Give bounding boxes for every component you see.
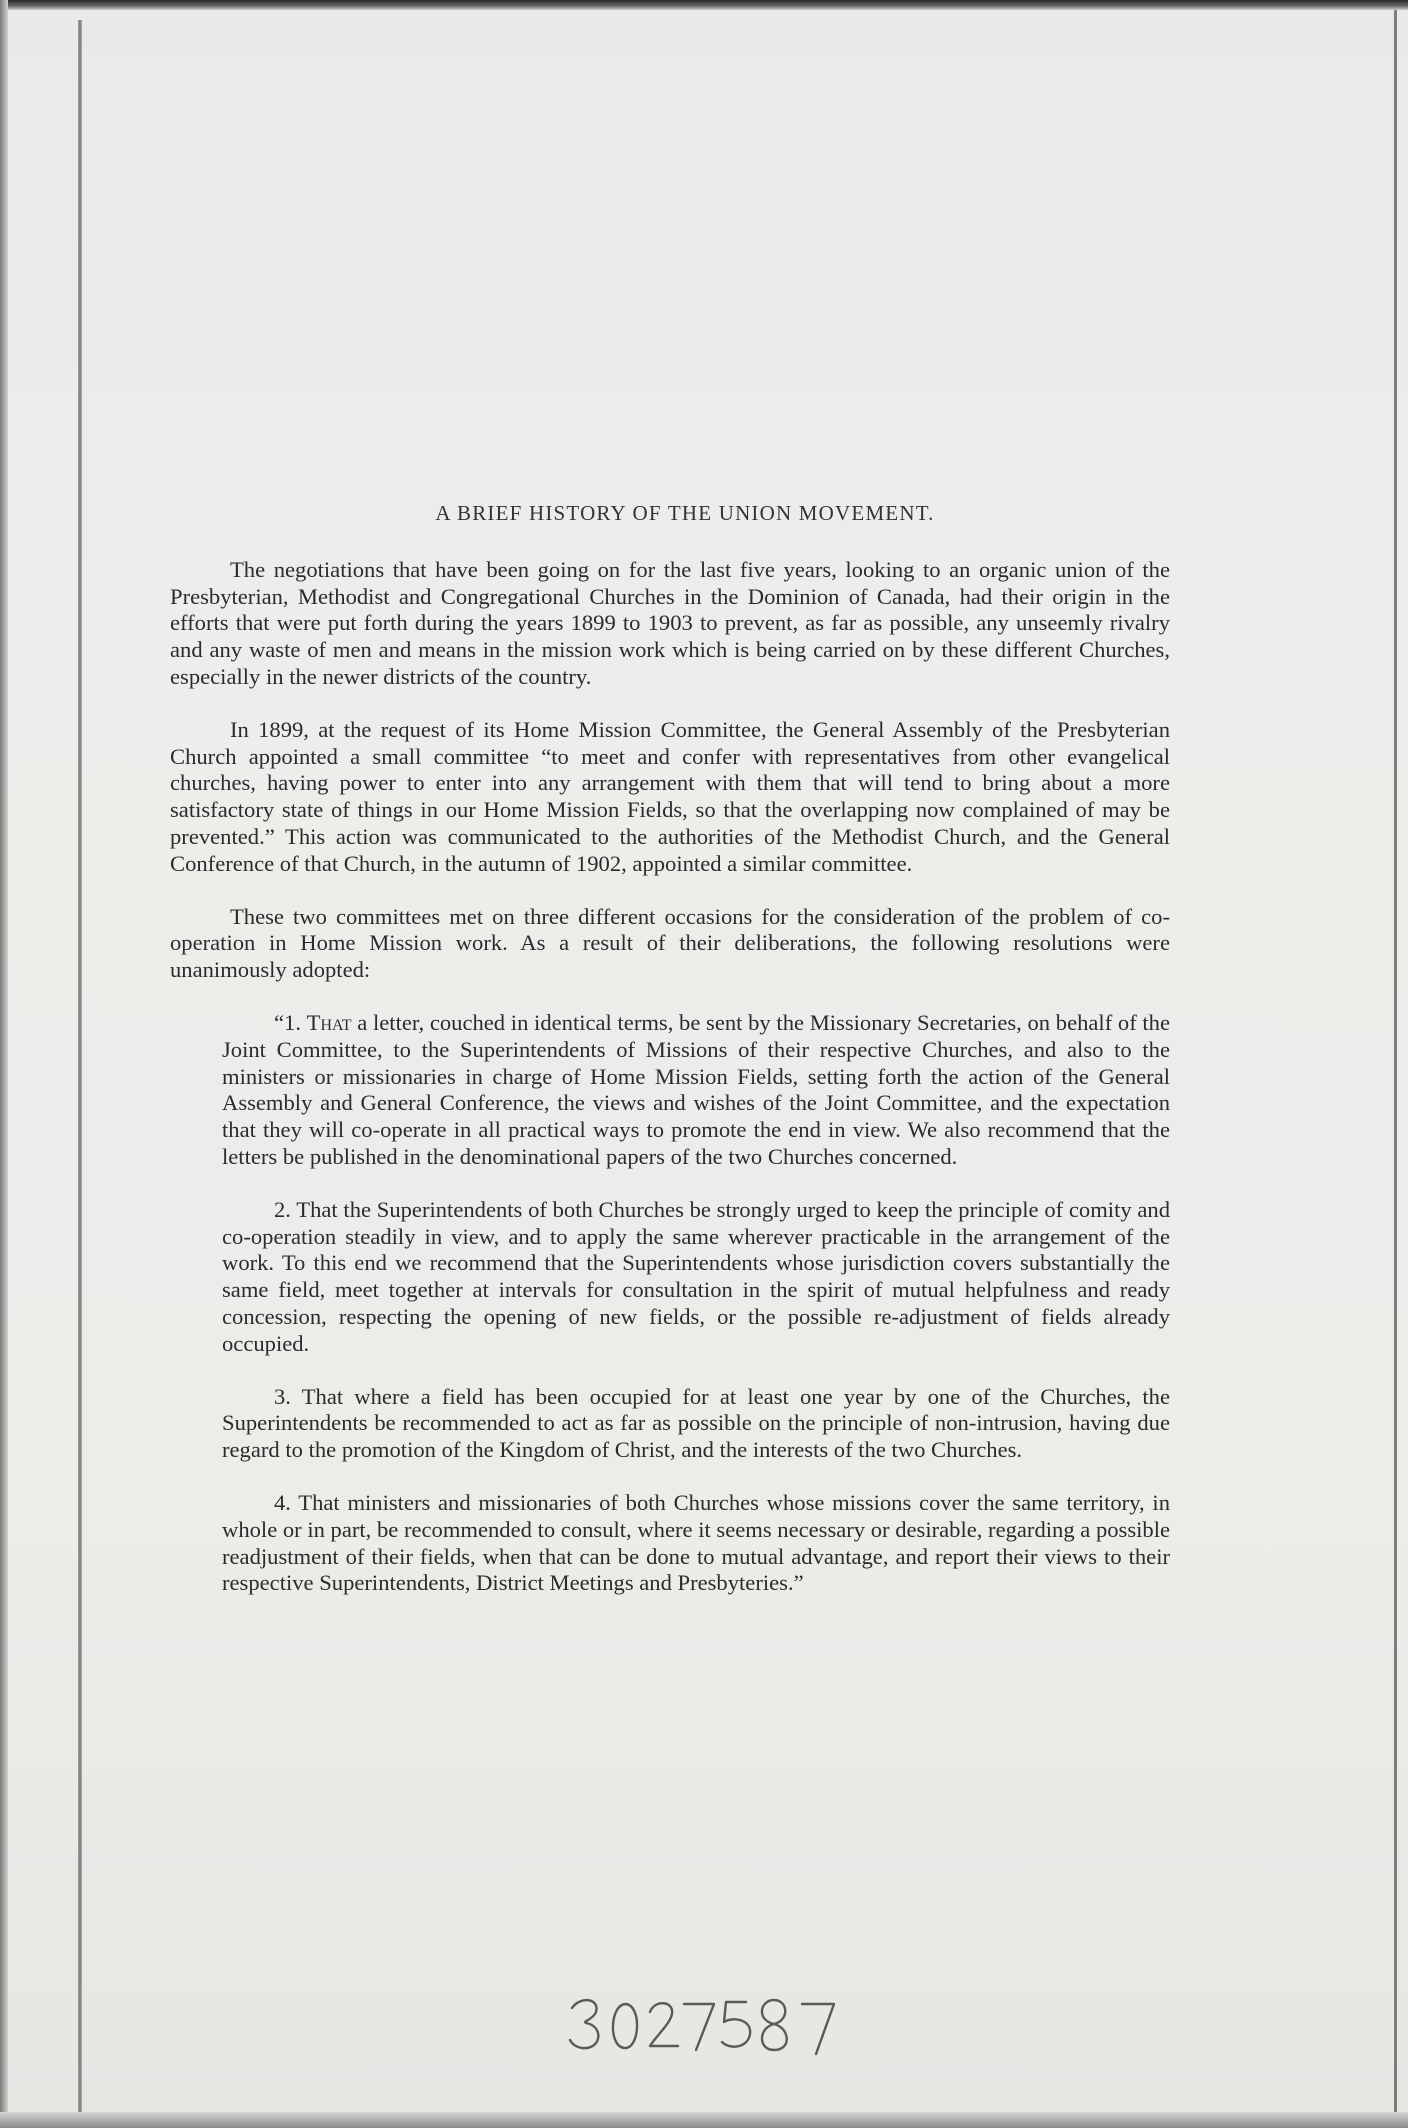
binding-margin-line — [78, 20, 82, 2120]
scan-left-edge — [0, 0, 8, 2128]
resolution-4: 4. That ministers and missionaries of both Churches whose missions cover the same territory, in whole or in part, be recommended to consult, where it seems necessary or desirable, regarding a possible readjustment of their fields, when that can be done to mutual advantage, and report their views to their respective Superintendents, District Meetings and Presbyteries.” — [222, 1489, 1170, 1596]
handwritten-number — [566, 1990, 842, 2060]
resolution-1-text: a letter, couched in identical terms, be sent by the Missionary Secretaries, on behalf of the Joint Committee, to the Superintendents of Missions of their respective Churches, and also to the ministers or missionaries in charge of Home Mission Fields, setting forth the action of the General Assembly and General Conference, the views and wishes of the Joint Committee, and the expectation that they will co-operate in all practical ways to promote the end in view. We also recommend that the letters be published in the denominational papers of the two Churches concerned. — [222, 1009, 1171, 1169]
document-body — [170, 500, 1170, 1623]
paragraph-3: These two committees met on three different occasions for the consideration of the problem of co-operation in Home Mission work. As a result of their deliberations, the following resolutions were unanimously adopted: — [170, 903, 1170, 983]
scan-right-edge — [1394, 10, 1397, 2128]
paragraph-1: The negotiations that have been going on for the last five years, looking to an organic union of the Presbyterian, Methodist and Congregational Churches in the Dominion of Canada, had their origin in the efforts that were put forth during the years 1899 to 1903 to prevent, as far as possible, any unseemly rivalry and any waste of men and means in the mission work which is being carried on by these different Churches, especially in the newer districts of the country. — [170, 556, 1170, 689]
scan-top-edge — [0, 0, 1408, 10]
paragraph-2: In 1899, at the request of its Home Mission Committee, the General Assembly of the Presbyterian Church appointed a small committee “to meet and confer with representatives from other evangelical churches, having power to enter into any arrangement with them that will tend to bring about a more satisfactory state of things in our Home Mission Fields, so that the overlapping now complained of may be prevented.” This action was communicated to the authorities of the Methodist Church, and the General Conference of that Church, in the autumn of 1902, appointed a similar committee. — [170, 716, 1170, 876]
resolution-1-lead: “1. — [274, 1009, 307, 1035]
resolution-2: 2. That the Superintendents of both Churches be strongly urged to keep the principle of comity and co-operation steadily in view, and to apply the same wherever practicable in the arrangement of the work. To this end we recommend that the Superintendents whose jurisdiction covers substantially the same field, meet together at intervals for consultation in the spirit of mutual helpfulness and ready concession, respecting the opening of new fields, or the possible re-adjustment of fields already occupied. — [222, 1196, 1170, 1356]
resolution-1 — [222, 1010, 1170, 1171]
document-title: A BRIEF HISTORY OF THE UNION MOVEMENT. — [435, 501, 935, 525]
resolution-3: 3. That where a field has been occupied for at least one year by one of the Churches, the Superintendents be recommended to act as far as possible on the principle of non-intrusion, having due regard to the promotion of the Kingdom of Christ, and the interests of the two Churches. — [222, 1383, 1170, 1463]
resolution-1-smallcaps: That — [306, 1009, 352, 1035]
scan-bottom-edge — [0, 2112, 1408, 2128]
resolutions-block — [222, 1010, 1170, 1597]
